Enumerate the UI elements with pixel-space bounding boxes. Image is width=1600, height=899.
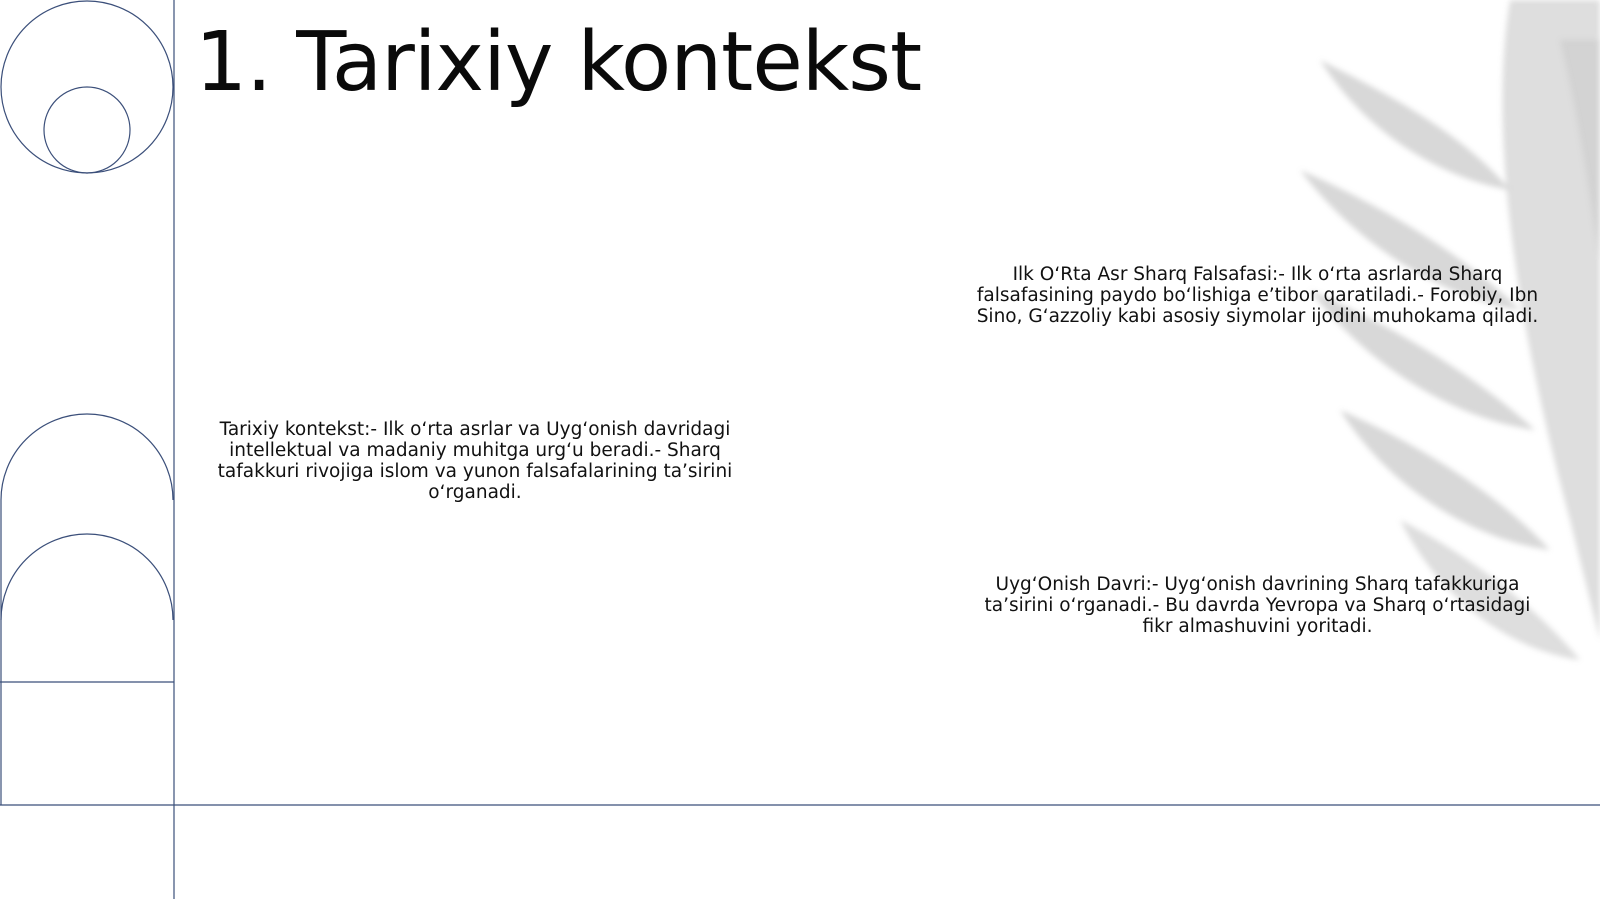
slide-title: 1. Tarixiy kontekst (195, 15, 922, 110)
inner-circle (44, 87, 130, 173)
upper-arch (1, 414, 173, 500)
text-block-tarixiy-kontekst: Tarixiy kontekst:- Ilk o‘rta asrlar va Uyg‘onish davridagi intellektual va madaniy muhitga urg‘u beradi.- Sharq tafakkuri rivojiga islom va yunon falsafalarining ta’sirini o‘rganadi. (217, 419, 733, 503)
text-block-uygonish-davri: Uyg‘Onish Davri:- Uyg‘onish davrining Sharq tafakkuriga ta’sirini o‘rganadi.- Bu davrda Yevropa va Sharq o‘rtasidagi fikr almashuvini yoritadi. (984, 574, 1531, 637)
text-block-ilk-orta-asr: Ilk O‘Rta Asr Sharq Falsafasi:- Ilk o‘rta asrlarda Sharq falsafasining paydo bo‘lishiga e’tibor qaratiladi.- Forobiy, Ibn Sino, G‘azzoliy kabi asosiy siymolar ijodini muhokama qiladi. (976, 264, 1539, 327)
lower-arch (1, 534, 173, 620)
